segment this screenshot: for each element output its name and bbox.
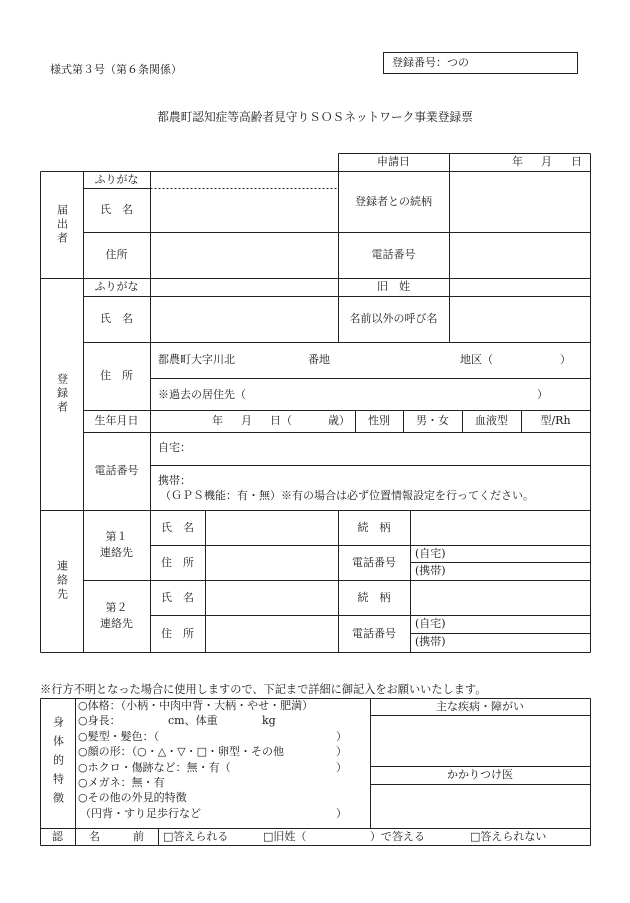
option-can-answer: □答えられる (163, 830, 229, 843)
feature-moles: ○ホクロ・傷跡など：無・有（ (78, 761, 231, 774)
contact-2-phone-home: (自宅) (415, 617, 446, 630)
notifier-section (40, 171, 83, 278)
contact-2-relationship-label: 続 柄 (357, 590, 391, 604)
missing-person-note: ※行方不明となった場合に使用しますので、下記まで詳細に御記入をお願いいたします。 (40, 683, 487, 696)
feature-hair: ○髪型・髪色：（ (78, 730, 160, 743)
feature-glasses: ○メガネ：無・有 (78, 776, 165, 789)
registrant-nickname-label: 名前以外の呼び名 (349, 312, 438, 325)
sex-options: 男・女 (416, 414, 449, 427)
contact-2-phone-label: 電話番号 (352, 626, 396, 640)
registrant-phone-label: 電話番号 (94, 464, 139, 477)
contact-2-label-line1: 第２ (105, 601, 128, 614)
contact-2-phone-mobile: (携帯) (415, 635, 446, 648)
birth-day: 日（ (270, 414, 292, 427)
notifier-furigana-label: ふりがな (94, 172, 139, 186)
feature-other: ○その他の外見的特徴 (78, 791, 187, 804)
application-date-day: 日 (571, 155, 582, 168)
physical-features-label: 身体的特徴 (51, 715, 65, 811)
application-date-month: 月 (541, 155, 552, 168)
application-date-year: 年 (512, 155, 523, 168)
contacts-section (40, 510, 83, 652)
notifier-section-label: 届出者 (55, 203, 69, 246)
feature-weight-unit: kg (262, 714, 276, 727)
contact-2-label (83, 580, 150, 652)
option-maiden-name-close: ）で答える (370, 830, 425, 843)
birth-year: 年 (212, 414, 223, 427)
form-number: 様式第３号（第６条関係） (50, 63, 182, 76)
name-response-row-label: 認 (52, 829, 63, 843)
registrant-past-residence-close: ） (537, 388, 548, 401)
registrant-phone-home: 自宅： (158, 441, 191, 454)
contacts-section-label: 連絡先 (55, 560, 69, 602)
registrant-name-label: 氏 名 (100, 312, 133, 325)
gps-note: （ＧＰＳ機能：有・無）※有の場合は必ず位置情報設定を行ってください。 (160, 489, 534, 502)
registrant-address-district-close: ） (560, 353, 571, 366)
registration-number-value: つの (447, 56, 469, 69)
feature-build: ○体格：（小柄・中肉中背・大柄・やせ・肥満） (78, 699, 314, 712)
contact-1-label-line1: 第１ (105, 530, 128, 543)
notifier-phone-label: 電話番号 (371, 248, 416, 261)
registrant-furigana-label: ふりがな (94, 280, 139, 293)
birth-month: 月 (241, 414, 252, 427)
registration-number-label: 登録番号： (392, 56, 447, 69)
birth-age: 歳） (328, 414, 350, 427)
registrant-address-label: 住 所 (100, 369, 133, 382)
notifier-address-label: 住所 (105, 248, 128, 261)
registrant-phone-mobile: 携帯： (158, 474, 191, 487)
contact-2-name-label: 氏 名 (161, 590, 194, 604)
feature-weight: cm、体重 (168, 714, 218, 727)
contact-1-relationship-label: 続 柄 (357, 520, 391, 534)
registrant-maiden-name-label: 旧 姓 (377, 280, 410, 293)
family-doctor-label: かかりつけ医 (447, 768, 513, 781)
notifier-name-label: 氏 名 (100, 203, 133, 216)
sex-label: 性別 (368, 414, 390, 427)
registrant-address-town: 都農町大字川北 (158, 353, 235, 366)
application-date-label: 申請日 (377, 155, 410, 168)
feature-other-examples: （円背・すり足歩行など (80, 807, 201, 820)
contact-2-label-line2: 連絡先 (100, 617, 133, 630)
registration-number-box (383, 52, 578, 74)
feature-face: ○顔の形：（○・△・▽・□・卵型・その他 (78, 745, 285, 758)
form-title: 都農町認知症等高齢者見守りＳＯＳネットワーク事業登録票 (157, 110, 473, 124)
name-response-label: 名 前 (89, 829, 144, 843)
contact-1-label (83, 510, 150, 580)
contact-1-label-line2: 連絡先 (100, 546, 133, 559)
registrant-section (40, 278, 83, 510)
registrant-birthdate-label: 生年月日 (94, 414, 139, 427)
feature-face-close: ） (336, 745, 347, 758)
blood-type-label: 血液型 (475, 414, 508, 427)
medical-conditions-label: 主な疾病・障がい (436, 699, 524, 713)
option-maiden-name: □旧姓（ (263, 830, 307, 843)
blood-type-unit: 型/Rh (540, 414, 571, 427)
registrant-address-banchi: 番地 (308, 353, 330, 366)
contact-1-phone-label: 電話番号 (352, 555, 396, 569)
option-cannot-answer: □答えられない (470, 830, 547, 843)
notifier-relationship-label: 登録者との続柄 (355, 194, 432, 208)
contact-1-phone-mobile: (携帯) (415, 564, 446, 577)
contact-1-phone-home: (自宅) (415, 547, 446, 560)
contact-1-address-label: 住 所 (161, 555, 194, 569)
feature-moles-close: ） (336, 761, 347, 774)
registrant-section-label: 登録者 (55, 373, 69, 415)
registrant-past-residence: ※過去の居住先（ (158, 388, 246, 401)
physical-features-section (40, 698, 75, 828)
registrant-address-district: 地区（ (460, 353, 493, 366)
feature-other-examples-close: ） (336, 807, 347, 820)
feature-hair-close: ） (336, 730, 347, 743)
contact-1-name-label: 氏 名 (161, 520, 194, 534)
feature-height: ○身長： (78, 714, 121, 727)
contact-2-address-label: 住 所 (161, 626, 194, 640)
